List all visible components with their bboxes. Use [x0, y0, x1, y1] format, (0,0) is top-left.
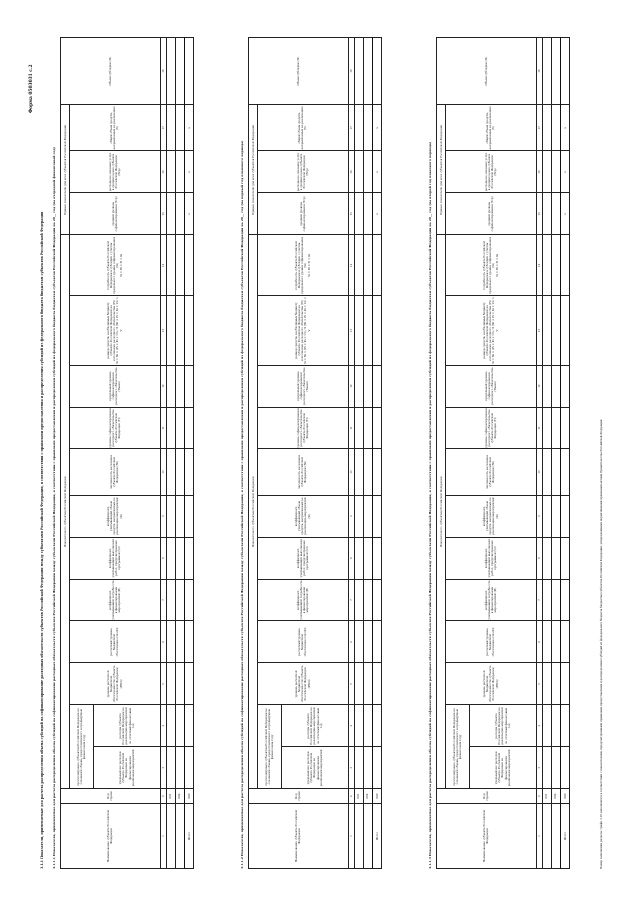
- col-7-header: коэффициент, учитывающий потребность в финансировании мероприятий (Pi): [446, 579, 536, 621]
- col-3-header: удельный вес расходов субъекта Российской Федерации на финансирование реализации мероприятий: [470, 747, 536, 789]
- col-7-header: коэффициент, учитывающий потребность в финансировании мероприятий (Pi): [70, 579, 160, 621]
- col-name-header: Наименование субъекта Российской Федерации: [437, 803, 537, 868]
- total-row: Итого 900 x x x: [561, 38, 570, 869]
- col-13-label: размер средств, необходимых бюджету субъекта Российской Федерации на исполнение расходного обязательства (Рi): [482, 300, 493, 361]
- col-14-formula: Si = Ri × Yi × Ki: [306, 253, 311, 277]
- section-title: 3.1.1.1 Показатели, применяемые для расчета распределения объема субсидий на софинансирование расходных обязательств субъектов Российской Федерации между субъектами Российской Федерации, в соответствии с правилами предоставления и распределения субсидий из федерального бюджета бюджетам субъектов Российской Федерации на 20__ год (на очередной финансовый год): [52, 147, 56, 869]
- col-13-header: [446, 296, 536, 365]
- col-13-formula: Si = Ni × (Pi × Ki × Ui) / Σ (Ni × Pi × Ki × Ui) × V: [115, 297, 123, 364]
- col-13-header: [258, 296, 348, 365]
- col-14-label: потребность субъекта Российской Федерации в субсидии с учетом предельного уровня софинансирования (Si): [106, 236, 120, 294]
- col-18-header: Объем субсидии (Si): [61, 38, 161, 105]
- col-17-header: общий объем средств, направленных на реализацию (V): [258, 105, 348, 151]
- col-16-header: расходы на оказание услуг в средних ценах субъекта Российской Федерации (Rср): [446, 151, 536, 193]
- col-8-header: коэффициент, учитывающий выполнение работ, предусмотренных программой (Ui): [70, 537, 160, 579]
- col-10-header: численность населения субъекта Российской Федерации (Ni): [70, 449, 160, 495]
- col-9-header: коэффициент, учитывающий объем средств, направленных на реализацию мероприятий (Si): [70, 495, 160, 537]
- col-12-header: предельный уровень софинансирования расходного обязательства (Yмакс): [258, 365, 348, 407]
- section-title: 3.1.1.3 Показатели, применяемые для расчета распределения объема субсидий на софинансирование расходных обязательств субъектов Российской Федерации между субъектами Российской Федерации, в соответствии с правилами предоставления и распределения субсидий из федерального бюджета бюджетам субъектов Российской Федерации на 20__ год (на второй год планового периода): [428, 141, 432, 869]
- col-4-header: расходы субъекта Российской Федерации на реализацию мероприятий за отчетный финансовый год: [94, 705, 160, 747]
- table-row: 001: [166, 38, 175, 869]
- group-right-header: Единые показатели для всех субъектов Российской Федерации: [437, 105, 446, 235]
- col-3-header: удельный вес расходов субъекта Российской Федерации на финансирование реализации мероприятий: [94, 747, 160, 789]
- group-right-header: Единые показатели для всех субъектов Российской Федерации: [61, 105, 70, 235]
- col-13-label: размер средств, необходимых бюджету субъекта Российской Федерации на исполнение расходного обязательства (Рi): [106, 300, 117, 361]
- col-6-header: расчетный уровень бюджетной обеспеченности (Ki): [258, 621, 348, 663]
- col-14-header: [70, 235, 160, 296]
- col-14-header: [446, 235, 536, 296]
- col-11-header: уровень софинансирования расходного обязательства субъекта Российской Федерации (Yi): [70, 407, 160, 449]
- col-14-formula: Si = Ri × Yi × Ki: [494, 253, 499, 277]
- col-6-header: расчетный уровень бюджетной обеспеченности (Ki): [446, 621, 536, 663]
- col-16-header: расходы на оказание услуг в средних ценах субъекта Российской Федерации (Rср): [70, 151, 160, 193]
- table-row: 002: [175, 38, 184, 869]
- form-label: Форма 0503031 с.2: [29, 64, 34, 113]
- col-15-header: средний уровень софинансирования (Yср): [446, 193, 536, 235]
- indicators-table: [248, 37, 382, 869]
- group-right-header: Единые показатели для всех субъектов Российской Федерации: [249, 105, 258, 235]
- column-numbers-row: 1 2 3 4 5 6 7 8 9 10 11 12 13 14 15 16 17 18: [348, 38, 354, 869]
- total-row: Итого 900 x x x: [185, 38, 194, 869]
- col-9-header: коэффициент, учитывающий объем средств, направленных на реализацию мероприятий (Si): [446, 495, 536, 537]
- table-row: 001: [542, 38, 551, 869]
- column-numbers-row: 1 2 3 4 5 6 7 8 9 10 11 12 13 14 15 16 17 18: [536, 38, 542, 869]
- group-main-header: Показатели по субъектам Российской Федерации: [249, 235, 258, 789]
- rotated-content: [26, 27, 614, 879]
- col-13-formula: Si = Ni × (Pi × Ki × Ui) / Σ (Ni × Pi × Ki × Ui) × V: [491, 297, 499, 364]
- section-current-year: [52, 37, 194, 869]
- col-17-header: общий объем средств, направленных на реализацию (V): [446, 105, 536, 151]
- column-numbers-row: 1 2 3 4 5 6 7 8 9 10 11 12 13 14 15 16 17 18: [160, 38, 166, 869]
- section-second-plan-year: [428, 37, 570, 869]
- col-10-header: численность населения субъекта Российской Федерации (Ni): [258, 449, 348, 495]
- col-4-header: расходы субъекта Российской Федерации на реализацию мероприятий за отчетный финансовый год: [470, 705, 536, 747]
- col-5-header: уровень расчетной бюджетной обеспеченности субъекта Российской Федерации (РБОi): [258, 663, 348, 705]
- indicators-table: [60, 37, 194, 869]
- section-title: 3.1.1.2 Показатели, применяемые для расчета распределения объема субсидий на софинансирование расходных обязательств субъектов Российской Федерации между субъектами Российской Федерации, в соответствии с правилами предоставления и распределения субсидий из федерального бюджета бюджетам субъектов Российской Федерации на 20__ год (на первый год планового периода): [240, 140, 244, 869]
- col-13-header: [70, 296, 160, 365]
- col-17-header: общий объем средств, направленных на реализацию (V): [70, 105, 160, 151]
- col-10-header: численность населения субъекта Российской Федерации (Ni): [446, 449, 536, 495]
- col-15-header: средний уровень софинансирования (Yср): [258, 193, 348, 235]
- col-14-label: потребность субъекта Российской Федерации в субсидии с учетом предельного уровня софинансирования (Si): [294, 236, 308, 294]
- col-18-header: Объем субсидии (Si): [249, 38, 349, 105]
- col-16-header: расходы на оказание услуг в средних ценах субъекта Российской Федерации (Rср): [258, 151, 348, 193]
- table-row: 002: [551, 38, 560, 869]
- col-12-header: предельный уровень софинансирования расходного обязательства (Yмакс): [70, 365, 160, 407]
- col-8-header: коэффициент, учитывающий выполнение работ, предусмотренных программой (Ui): [446, 537, 536, 579]
- group-main-header: Показатели по субъектам Российской Федерации: [437, 235, 446, 789]
- col-name-header: Наименование субъекта Российской Федерации: [249, 803, 349, 868]
- group-left-header: прогнозируемое субъектом Российской Федерации на основании объема, предоставленного в предыдущем финансовом году: [258, 705, 282, 789]
- col-14-header: [258, 235, 348, 296]
- col-code-header: Код строки: [61, 789, 161, 804]
- group-left-header: прогнозируемое субъектом Российской Федерации на основании объема, предоставленного в предыдущем финансовом году: [446, 705, 470, 789]
- col-11-header: уровень софинансирования расходного обязательства субъекта Российской Федерации (Yi): [446, 407, 536, 449]
- indicators-table: [436, 37, 570, 869]
- col-code-header: Код строки: [437, 789, 537, 804]
- col-5-header: уровень расчетной бюджетной обеспеченности субъекта Российской Федерации (РБОi): [70, 663, 160, 705]
- col-15-header: средний уровень софинансирования (Yср): [70, 193, 160, 235]
- col-12-header: предельный уровень софинансирования расходного обязательства (Yмакс): [446, 365, 536, 407]
- col-6-header: расчетный уровень бюджетной обеспеченности (Ki): [70, 621, 160, 663]
- group-main-header: Показатели по субъектам Российской Федерации: [61, 235, 70, 789]
- col-9-header: коэффициент, учитывающий объем средств, направленных на реализацию мероприятий (Si): [258, 495, 348, 537]
- footer-note: Номер заполнения раздела: графы 3-18 заполняются в соответствии с показателями, предусмотренными правилами предоставления и распределения субсидий из федерального бюджета бюджетам субъектов Российской Федерации, утвержденными нормативными правовыми актами Правительства Российской Федерации: [600, 419, 603, 869]
- col-name-header: Наименование субъекта Российской Федерации: [61, 803, 161, 868]
- col-5-header: уровень расчетной бюджетной обеспеченности субъекта Российской Федерации (РБОi): [446, 663, 536, 705]
- col-13-label: размер средств, необходимых бюджету субъекта Российской Федерации на исполнение расходного обязательства (Рi): [294, 300, 305, 361]
- col-7-header: коэффициент, учитывающий потребность в финансировании мероприятий (Pi): [258, 579, 348, 621]
- section-first-plan-year: [240, 37, 382, 869]
- main-title: 3.1.1 Показатели, применяемые для расчета распределения объема субсидий на софинансирование расходных обязательств субъектов Российской Федерации между субъектами Российской Федерации, в соответствии с правилами предоставления и распределения субсидий из федерального бюджета бюджетам субъектов Российской Федерации: [40, 211, 44, 869]
- col-4-header: расходы субъекта Российской Федерации на реализацию мероприятий за отчетный финансовый год: [282, 705, 348, 747]
- col-code-header: Код строки: [249, 789, 349, 804]
- col-18-header: Объем субсидии (Si): [437, 38, 537, 105]
- table-row: 002: [363, 38, 372, 869]
- col-13-formula: Si = Ni × (Pi × Ki × Ui) / Σ (Ni × Pi × Ki × Ui) × V: [303, 297, 311, 364]
- group-left-header: прогнозируемое субъектом Российской Федерации на основании объема, предоставленного в предыдущем финансовом году: [70, 705, 94, 789]
- col-3-header: удельный вес расходов субъекта Российской Федерации на финансирование реализации мероприятий: [282, 747, 348, 789]
- total-row: Итого 900 x x x: [373, 38, 382, 869]
- col-14-formula: Si = Ri × Yi × Ki: [118, 253, 123, 277]
- col-11-header: уровень софинансирования расходного обязательства субъекта Российской Федерации (Yi): [258, 407, 348, 449]
- col-14-label: потребность субъекта Российской Федерации в субсидии с учетом предельного уровня софинансирования (Si): [482, 236, 496, 294]
- table-row: 001: [354, 38, 363, 869]
- col-8-header: коэффициент, учитывающий выполнение работ, предусмотренных программой (Ui): [258, 537, 348, 579]
